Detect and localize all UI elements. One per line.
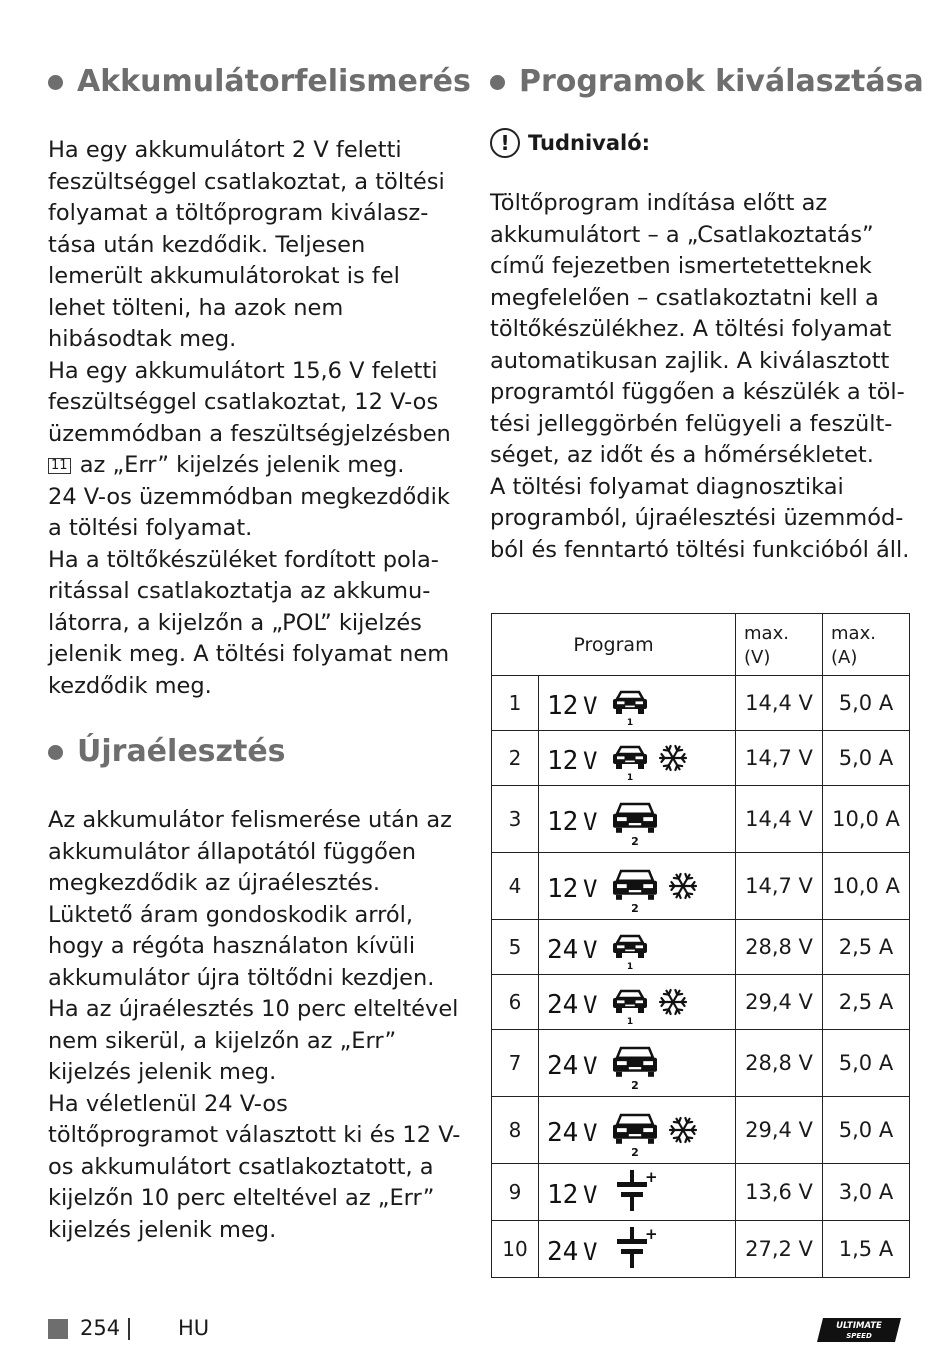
program-number: 9 (492, 1164, 539, 1221)
program-symbol (539, 676, 736, 731)
volt-unit: V (583, 936, 598, 964)
table-row (492, 1097, 910, 1164)
table-row (492, 676, 910, 731)
paragraph-text: az „Err” kijelzés jelenik meg. (79, 452, 405, 478)
car-icon (613, 692, 647, 714)
voltage-readout: 24 (547, 1051, 579, 1081)
volt-unit: V (583, 1052, 598, 1080)
voltage-readout: 12 (547, 691, 579, 721)
volt-unit: V (583, 875, 598, 903)
volt-unit: V (583, 1181, 598, 1209)
column-header-program: Program (492, 614, 736, 676)
battery-detection-body (48, 135, 463, 702)
max-current-value: 5,0 A (823, 1097, 910, 1164)
volt-unit: V (583, 692, 598, 720)
mode-number: 1 (626, 962, 634, 972)
header-line: (A) (831, 647, 858, 668)
program-number: 5 (492, 920, 539, 975)
program-symbol-graphic (539, 1030, 735, 1096)
paragraph (48, 356, 463, 482)
max-voltage-value: 14,7 V (736, 731, 823, 786)
voltage-readout: 24 (547, 990, 579, 1020)
car-icon (613, 1048, 657, 1077)
max-current-value: 1,5 A (823, 1221, 910, 1278)
exclamation-icon: ! (490, 128, 520, 158)
program-symbol-graphic (539, 853, 735, 919)
program-symbol (539, 853, 736, 920)
display-ref-number: 11 (48, 458, 71, 474)
program-symbol-graphic (539, 731, 735, 785)
voltage-readout: 24 (547, 1118, 579, 1148)
car-icon (613, 991, 647, 1013)
heading-text: Újraélesztés (77, 734, 286, 769)
svg-text:+: + (645, 1168, 658, 1186)
program-symbol-graphic (539, 786, 735, 852)
program-number: 1 (492, 676, 539, 731)
program-symbol-graphic (539, 1221, 735, 1277)
bullet-icon (490, 75, 505, 90)
table-row (492, 731, 910, 786)
max-current-value: 5,0 A (823, 676, 910, 731)
max-voltage-value: 14,4 V (736, 786, 823, 853)
car-icon (613, 1115, 657, 1144)
language-code: HU (178, 1316, 210, 1340)
column-header-max-current (823, 614, 910, 676)
max-voltage-value: 28,8 V (736, 920, 823, 975)
max-voltage-value: 29,4 V (736, 1097, 823, 1164)
max-current-value: 10,0 A (823, 853, 910, 920)
footer-divider (128, 1318, 130, 1340)
voltage-readout: 12 (547, 1180, 579, 1210)
program-number: 4 (492, 853, 539, 920)
paragraph: Töltőprogram indítása előtt az akkumulátort – a „Csatlakoztatás” című fejezetben ismertetetteknek megfelelően – csatlakoztatni kell a töltőkészülékhez. A töltési folyamat automatikusan zajlik. A kiválasztott programtól függően a készülék a töltési jelleggörbén felügyeli a feszültséget, az időt és a hőmérsékletet. (490, 190, 905, 468)
snowflake-icon (660, 746, 686, 770)
paragraph-text: Ha egy akkumulátort 15,6 V feletti feszültséggel csatlakoztat, 12 V-os üzemmódban a feszültségjelzésben (48, 357, 451, 447)
svg-text:+: + (645, 1225, 658, 1243)
program-number: 8 (492, 1097, 539, 1164)
program-table (491, 613, 910, 1278)
page-number: 254 (80, 1316, 121, 1340)
logo-line1: ULTIMATE (836, 1321, 882, 1331)
car-icon (613, 871, 657, 900)
paragraph: Ha egy akkumulátort 2 V feletti feszültséggel csatlakoztat, a töltési folyamat a töltőprogram kiválasztása után kezdődik. Teljesen lemerült akkumulátorokat is fel lehet tölteni, ha azok nem hibásodtak meg. (48, 137, 445, 352)
mode-number: 1 (626, 1017, 634, 1027)
note-label: Tudnivaló: (528, 131, 651, 155)
footer-marker (48, 1319, 68, 1339)
voltage-readout: 12 (547, 874, 579, 904)
max-current-value: 2,5 A (823, 975, 910, 1030)
paragraph: Ha az újraélesztés 10 perc elteltével nem sikerül, a kijelzőn az „Err” kijelzés jelenik meg. (48, 996, 459, 1085)
table-row (492, 853, 910, 920)
table-row (492, 1030, 910, 1097)
program-symbol-graphic (539, 1097, 735, 1163)
ultimate-speed-logo (817, 1316, 901, 1344)
max-current-value: 10,0 A (823, 786, 910, 853)
volt-unit: V (583, 808, 598, 836)
program-symbol-graphic (539, 920, 735, 974)
snowflake-icon (670, 874, 696, 898)
mode-number: 2 (631, 1079, 639, 1092)
voltage-readout: 12 (547, 807, 579, 837)
program-symbol (539, 1097, 736, 1164)
snowflake-icon (660, 990, 686, 1014)
section-heading-battery-detection (48, 62, 471, 102)
header-line: max. (831, 623, 876, 644)
heading-text: Akkumulátorfelismerés (77, 64, 471, 99)
table-row (492, 920, 910, 975)
table-row (492, 786, 910, 853)
max-voltage-value: 28,8 V (736, 1030, 823, 1097)
table-row (492, 1221, 910, 1278)
max-voltage-value: 27,2 V (736, 1221, 823, 1278)
section-heading-revive (48, 732, 463, 772)
program-select-body (490, 188, 910, 566)
max-voltage-value: 13,6 V (736, 1164, 823, 1221)
logo-line2: SPEED (846, 1332, 872, 1340)
mode-number: 1 (626, 718, 634, 728)
column-header-max-voltage (736, 614, 823, 676)
max-current-value: 3,0 A (823, 1164, 910, 1221)
program-symbol (539, 1030, 736, 1097)
program-number: 6 (492, 975, 539, 1030)
table-header-row (492, 614, 910, 676)
mode-number: 2 (631, 1146, 639, 1159)
max-voltage-value: 14,4 V (736, 676, 823, 731)
max-current-value: 5,0 A (823, 731, 910, 786)
program-symbol (539, 786, 736, 853)
heading-text: Programok kiválasztása (519, 64, 924, 99)
paragraph: A töltési folyamat diagnosztikai programból, újraélesztési üzemmódból és fenntartó töltési funkcióból áll. (490, 473, 910, 563)
volt-unit: V (583, 991, 598, 1019)
paragraph: 24 V-os üzemmódban megkezdődik a töltési folyamat. (48, 483, 450, 541)
table-body (492, 676, 910, 1278)
bullet-icon (48, 75, 63, 90)
voltage-readout: 24 (547, 1237, 579, 1267)
bullet-icon (48, 745, 63, 760)
max-voltage-value: 29,4 V (736, 975, 823, 1030)
mode-number: 2 (631, 902, 639, 915)
car-icon (613, 747, 647, 769)
program-number: 2 (492, 731, 539, 786)
table-row (492, 975, 910, 1030)
program-number: 7 (492, 1030, 539, 1097)
max-current-value: 2,5 A (823, 920, 910, 975)
volt-unit: V (583, 1238, 598, 1266)
mode-number: 1 (626, 773, 634, 783)
voltage-readout: 12 (547, 746, 579, 776)
program-symbol (539, 731, 736, 786)
program-symbol-graphic (539, 676, 735, 730)
car-icon (613, 804, 657, 833)
mode-number: 2 (631, 835, 639, 848)
revive-body (48, 805, 463, 1246)
max-current-value: 5,0 A (823, 1030, 910, 1097)
right-column (490, 62, 924, 566)
program-symbol (539, 1164, 736, 1221)
program-symbol (539, 975, 736, 1030)
program-symbol-graphic (539, 1164, 735, 1220)
table-row (492, 1164, 910, 1221)
car-icon (613, 936, 647, 958)
voltage-readout: 24 (547, 935, 579, 965)
left-column (48, 62, 471, 1246)
snowflake-icon (670, 1118, 696, 1142)
paragraph: Az akkumulátor felismerése után az akkumulátor állapotától függően megkezdődik az újraélesztés. (48, 807, 452, 896)
program-symbol (539, 920, 736, 975)
header-line: max. (744, 623, 789, 644)
program-symbol (539, 1221, 736, 1278)
section-heading-program-select (490, 62, 924, 102)
paragraph: Ha a töltőkészüléket fordított polaritással csatlakoztatja az akkumulátorra, a kijelzőn a „POL” kijelzés jelenik meg. A töltési folyamat nem kezdődik meg. (48, 546, 450, 699)
battery-icon (617, 1225, 658, 1268)
volt-unit: V (583, 747, 598, 775)
max-voltage-value: 14,7 V (736, 853, 823, 920)
battery-icon (617, 1168, 658, 1211)
program-number: 10 (492, 1221, 539, 1278)
header-line: (V) (744, 647, 771, 668)
program-number: 3 (492, 786, 539, 853)
note-header (490, 128, 910, 158)
paragraph: Ha véletlenül 24 V-os töltőprogramot választott ki és 12 V-os akkumulátort csatlakoztatott, a kijelzőn 10 perc elteltével az „Err” kijelzés jelenik meg. (48, 1090, 461, 1243)
paragraph: Lüktető áram gondoskodik arról, hogy a régóta használaton kívüli akkumulátor újra töltődni kezdjen. (48, 901, 435, 991)
program-symbol-graphic (539, 975, 735, 1029)
volt-unit: V (583, 1119, 598, 1147)
